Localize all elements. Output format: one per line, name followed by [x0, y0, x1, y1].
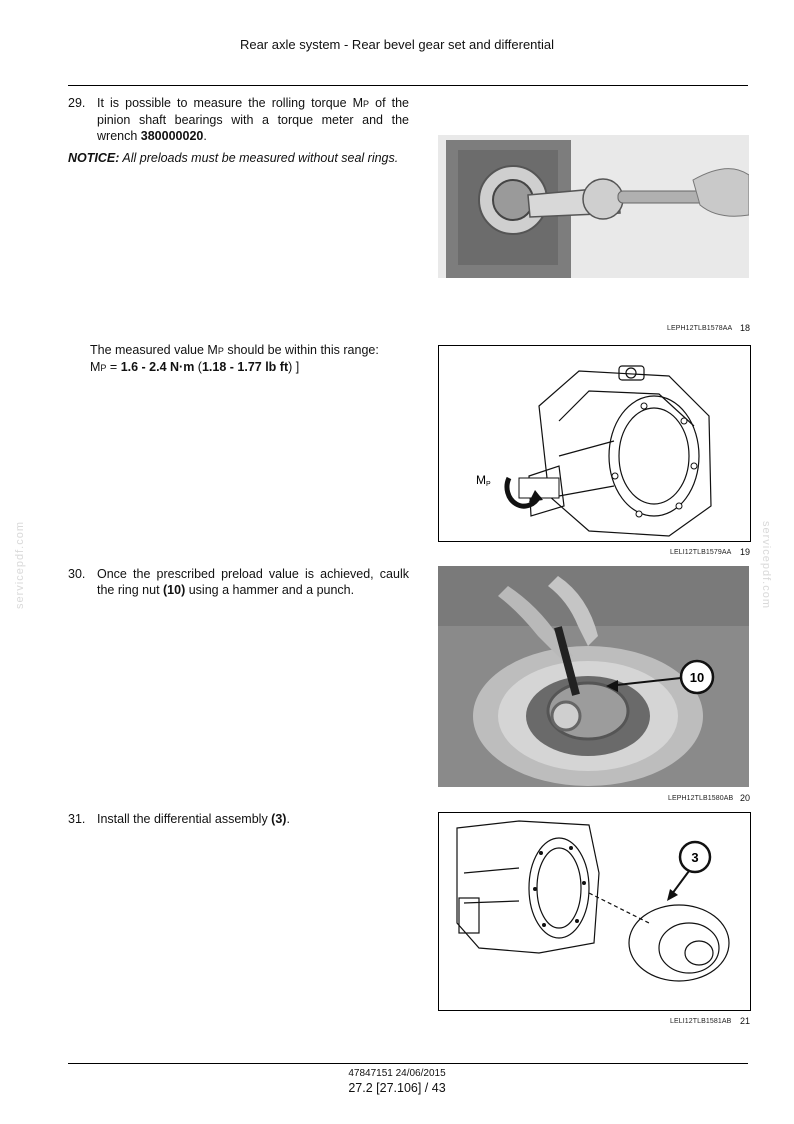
part-reference: (10): [163, 583, 186, 597]
range-line-2: MP = 1.6 - 2.4 N·m (1.18 - 1.77 lb ft) ]: [90, 360, 300, 374]
figure-code: LEPH12TLB1580AB: [668, 795, 734, 802]
footer-rule: [68, 1063, 748, 1064]
torque-label: MP: [476, 473, 491, 488]
footer-doc-info: 47847151 24/06/2015: [348, 1068, 446, 1079]
figure-18-photo: [438, 135, 749, 278]
callout-label: 3: [691, 850, 699, 865]
figure-number: 21: [740, 1016, 751, 1026]
figure-code: LELI12TLB1581AB: [670, 1018, 732, 1025]
notice-label: NOTICE:: [68, 151, 120, 165]
watermark-left: servicepdf.com: [13, 521, 26, 609]
watermark-right: servicepdf.com: [759, 521, 772, 609]
step-text: Install the differential assembly (3).: [97, 812, 290, 826]
torque-value-imperial: 1.18 - 1.77 lb ft: [201, 360, 289, 374]
preload-range-text: [90, 342, 410, 376]
figure-code: LELI12TLB1579AA: [670, 549, 732, 556]
figure-21-drawing: [438, 812, 751, 1011]
torque-value: 1.6 - 2.4 N·m: [120, 360, 195, 374]
figure-number: 18: [740, 323, 751, 333]
part-reference: (3): [271, 812, 287, 826]
figure-number: 19: [740, 547, 751, 557]
footer-page-number: 27.2 [27.106] / 43: [348, 1081, 446, 1095]
page-header-title: Rear axle system - Rear bevel gear set and differential: [239, 37, 555, 52]
step-29: [68, 95, 409, 145]
step-text: Once the prescribed preload value is achieved, caulk the ring nut (10) using a hammer and a punch.: [97, 567, 409, 597]
step-30: [68, 566, 409, 600]
step-31: [68, 811, 409, 829]
range-line-1: The measured value MP should be within this range:: [90, 343, 379, 357]
notice: NOTICE: All preloads must be measured without seal rings.: [68, 151, 399, 165]
step-number: 31.: [68, 812, 86, 826]
step-number: 29.: [68, 96, 86, 110]
tool-code: 380000020: [140, 129, 204, 143]
figure-19-drawing: [438, 345, 751, 542]
step-number: 30.: [68, 567, 86, 581]
figure-code: LEPH12TLB1578AA: [667, 325, 733, 332]
callout-label: 10: [689, 670, 705, 685]
figure-number: 20: [740, 793, 751, 803]
step-text: It is possible to measure the rolling torque MP of the pinion shaft bearings with a torque meter and the wrench 380000020.: [97, 96, 410, 143]
figure-20-photo: [438, 566, 749, 787]
header-rule: [68, 85, 748, 86]
